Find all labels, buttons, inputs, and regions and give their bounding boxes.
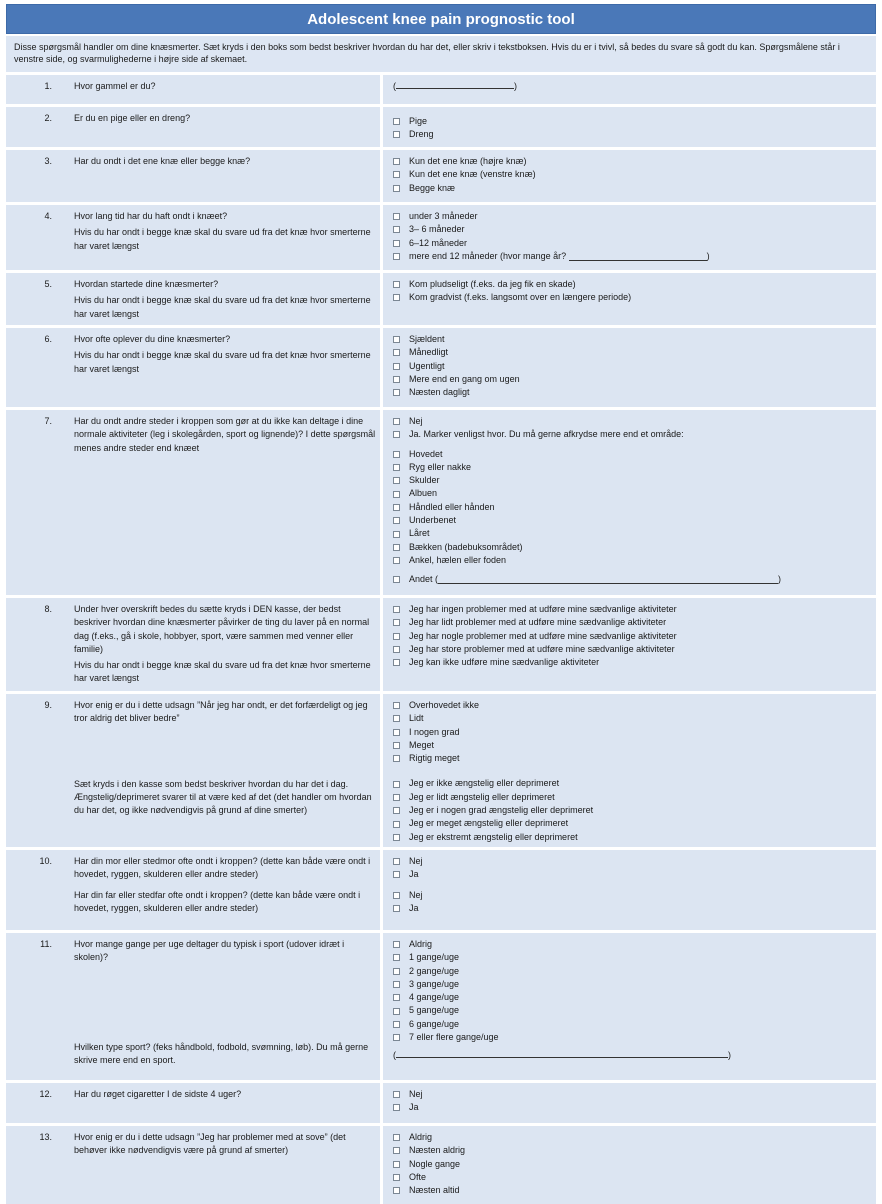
question-note: Hvis du har ondt i begge knæ skal du svare ud fra det knæ hvor smerterne har varet længst <box>74 227 371 251</box>
sport-field[interactable]: ( ) <box>393 1050 731 1061</box>
option[interactable]: Dreng <box>393 128 870 141</box>
question-text: Har du ondt i det ene knæ eller begge knæ? <box>74 156 251 166</box>
checkbox[interactable] <box>393 240 400 247</box>
checkbox[interactable] <box>393 994 400 1001</box>
option[interactable]: under 3 måneder <box>393 210 870 223</box>
option[interactable]: Jeg er i nogen grad ængstelig eller deprimeret <box>393 804 870 817</box>
form-instructions: Disse spørgsmål handler om dine knæsmerter. Sæt kryds i den boks som bedst beskriver hvordan du har det, eller skriv i tekstboksen. Hvis du er i tvivl, så bedes du svare så godt du kan. Spørgsmålene står i venstre side, og svarmulighederne i højre side af skemaet. <box>6 36 876 72</box>
other-field[interactable] <box>438 575 778 584</box>
checkbox[interactable] <box>393 781 400 788</box>
checkbox[interactable] <box>393 185 400 192</box>
question-number: 4. <box>44 211 52 221</box>
question-note: Hvis du har ondt i begge knæ skal du svare ud fra det knæ hvor smerterne har varet længst <box>74 295 371 319</box>
question-text: Hvor gammel er du? <box>74 81 156 91</box>
option[interactable]: Rigtig meget <box>393 752 870 765</box>
checkbox[interactable] <box>393 794 400 801</box>
option[interactable]: Meget <box>393 739 870 752</box>
question-10 <box>6 850 876 930</box>
option[interactable]: Jeg er ekstremt ængstelig eller deprimeret <box>393 831 870 844</box>
checkbox[interactable] <box>393 451 400 458</box>
checkbox[interactable] <box>393 131 400 138</box>
checkbox[interactable] <box>393 253 400 260</box>
age-field[interactable]: ( ) <box>393 81 517 91</box>
option[interactable]: Nej <box>393 1088 870 1101</box>
checkbox[interactable] <box>393 213 400 220</box>
checkbox[interactable] <box>393 834 400 841</box>
option[interactable]: 6 gange/uge <box>393 1018 870 1031</box>
option[interactable]: Hovedet <box>393 448 870 461</box>
checkbox[interactable] <box>393 954 400 961</box>
checkbox[interactable] <box>393 349 400 356</box>
checkbox[interactable] <box>393 659 400 666</box>
option[interactable]: Ugentligt <box>393 360 870 373</box>
checkbox[interactable] <box>393 619 400 626</box>
option[interactable]: Ofte <box>393 1171 870 1184</box>
question-number: 3. <box>44 156 52 166</box>
question-text: Har du røget cigaretter I de sidste 4 uger? <box>74 1089 242 1099</box>
question-text: Hvordan startede dine knæsmerter? <box>74 279 219 289</box>
question-number: 10. <box>39 856 52 866</box>
option[interactable]: Underbenet <box>393 514 870 527</box>
checkbox[interactable] <box>393 1104 400 1111</box>
checkbox[interactable] <box>393 1034 400 1041</box>
checkbox[interactable] <box>393 557 400 564</box>
question-text-2: Hvilken type sport? (feks håndbold, fodbold, svømning, løb). Du må gerne skrive mere end en sport. <box>74 1041 369 1065</box>
checkbox[interactable] <box>393 742 400 749</box>
checkbox[interactable] <box>393 858 400 865</box>
question-number: 1. <box>44 81 52 91</box>
option[interactable]: Nej <box>393 415 870 428</box>
question-text-2: Har din far eller stedfar ofte ondt i kroppen? (dette kan både være ondt i hovedet, ryggen, skulderen eller andre steder) <box>74 889 361 913</box>
form-title: Adolescent knee pain prognostic tool <box>6 4 876 34</box>
option[interactable]: Begge knæ <box>393 182 870 195</box>
checkbox[interactable] <box>393 1134 400 1141</box>
question-11 <box>6 933 876 1080</box>
option[interactable]: Nej <box>393 889 870 902</box>
option[interactable]: Kom gradvist (f.eks. langsomt over en længere periode) <box>393 291 870 304</box>
question-note: Hvis du har ondt i begge knæ skal du svare ud fra det knæ hvor smerterne har varet længst <box>74 660 371 684</box>
question-number: 12. <box>39 1089 52 1099</box>
question-5 <box>6 273 876 325</box>
checkbox[interactable] <box>393 968 400 975</box>
checkbox[interactable] <box>393 1091 400 1098</box>
checkbox[interactable] <box>393 729 400 736</box>
option[interactable]: 1 gange/uge <box>393 951 870 964</box>
option[interactable]: 6–12 måneder <box>393 237 870 250</box>
question-2 <box>6 107 876 147</box>
option[interactable]: Aldrig <box>393 938 870 951</box>
option[interactable]: Ja. Marker venligst hvor. Du må gerne afkrydse mere end et område: <box>393 428 870 441</box>
checkbox[interactable] <box>393 294 400 301</box>
question-6 <box>6 328 876 407</box>
question-text: Under hver overskrift bedes du sætte kryds i DEN kasse, der bedst beskriver hvordan dine knæsmerter påvirker de ting du laver på en normal dag (f.eks., gå i skole, hobbyer, sport, være sammen med venner eller familie) <box>74 604 370 654</box>
checkbox[interactable] <box>393 646 400 653</box>
checkbox[interactable] <box>393 376 400 383</box>
question-number: 6. <box>44 334 52 344</box>
checkbox[interactable] <box>393 431 400 438</box>
checkbox[interactable] <box>393 491 400 498</box>
checkbox[interactable] <box>393 576 400 583</box>
checkbox[interactable] <box>393 504 400 511</box>
option[interactable]: Ryg eller nakke <box>393 461 870 474</box>
checkbox[interactable] <box>393 702 400 709</box>
question-3 <box>6 150 876 202</box>
question-8 <box>6 598 876 691</box>
checkbox[interactable] <box>393 1187 400 1194</box>
questionnaire <box>6 4 876 1204</box>
checkbox[interactable] <box>393 517 400 524</box>
checkbox[interactable] <box>393 158 400 165</box>
option[interactable]: Kom pludseligt (f.eks. da jeg fik en skade) <box>393 278 870 291</box>
option[interactable]: Månedligt <box>393 346 870 359</box>
checkbox[interactable] <box>393 118 400 125</box>
checkbox[interactable] <box>393 281 400 288</box>
option[interactable]: Ankel, hælen eller foden <box>393 554 870 567</box>
option-other[interactable]: Andet ( ) <box>393 573 870 586</box>
question-text: Har din mor eller stedmor ofte ondt i kroppen? (dette kan både være ondt i hovedet, ryggen, skulderen eller andre steder) <box>74 856 371 880</box>
option[interactable]: Pige <box>393 115 870 128</box>
option[interactable]: Jeg er ikke ængstelig eller deprimeret <box>393 777 870 790</box>
checkbox[interactable] <box>393 905 400 912</box>
question-number: 7. <box>44 416 52 426</box>
checkbox[interactable] <box>393 941 400 948</box>
option[interactable]: Jeg er meget ængstelig eller deprimeret <box>393 817 870 830</box>
question-number: 11. <box>40 939 52 949</box>
option[interactable]: Jeg har ingen problemer med at udføre mine sædvanlige aktiviteter <box>393 603 870 616</box>
checkbox[interactable] <box>393 755 400 762</box>
checkbox[interactable] <box>393 1147 400 1154</box>
question-number: 2. <box>44 113 52 123</box>
option[interactable]: Næsten altid <box>393 1184 870 1197</box>
checkbox[interactable] <box>393 871 400 878</box>
question-9 <box>6 694 876 847</box>
question-12 <box>6 1083 876 1123</box>
question-text: Hvor enig er du i dette udsagn ”Jeg har problemer med at sove” (det behøver ikke nødvendigvis være på grund af smerter) <box>74 1132 346 1156</box>
checkbox[interactable] <box>393 171 400 178</box>
checkbox[interactable] <box>393 389 400 396</box>
question-text: Hvor mange gange per uge deltager du typisk i sport (udover idræt i skolen)? <box>74 939 345 963</box>
checkbox[interactable] <box>393 336 400 343</box>
question-note: Hvis du har ondt i begge knæ skal du svare ud fra det knæ hvor smerterne har varet længst <box>74 350 371 374</box>
checkbox[interactable] <box>393 226 400 233</box>
option[interactable]: Håndled eller hånden <box>393 501 870 514</box>
checkbox[interactable] <box>393 606 400 613</box>
years-field[interactable] <box>569 252 707 261</box>
question-4 <box>6 205 876 270</box>
option[interactable]: Nej <box>393 855 870 868</box>
option[interactable]: Jeg har store problemer med at udføre mine sædvanlige aktiviteter <box>393 643 870 656</box>
option[interactable]: Aldrig <box>393 1131 870 1144</box>
option[interactable]: Bækken (badebuksområdet) <box>393 541 870 554</box>
question-text: Hvor lang tid har du haft ondt i knæet? <box>74 211 228 221</box>
question-text: Hvor enig er du i dette udsagn ”Når jeg har ondt, er det forfærdeligt og jeg tror aldrig det bliver bedre” <box>74 700 368 724</box>
option[interactable]: Nogle gange <box>393 1158 870 1171</box>
checkbox[interactable] <box>393 633 400 640</box>
question-text: Har du ondt andre steder i kroppen som gør at du ikke kan deltage i dine normale aktiviteter (leg i skolegården, sport og lignende)? I dette spørgsmål menes andre steder end knæet <box>74 416 376 453</box>
option[interactable]: Jeg har lidt problemer med at udføre mine sædvanlige aktiviteter <box>393 616 870 629</box>
checkbox[interactable] <box>393 464 400 471</box>
option[interactable]: Albuen <box>393 487 870 500</box>
checkbox[interactable] <box>393 418 400 425</box>
question-number: 9. <box>44 700 52 710</box>
option[interactable]: Kun det ene knæ (højre knæ) <box>393 155 870 168</box>
checkbox[interactable] <box>393 981 400 988</box>
checkbox[interactable] <box>393 1174 400 1181</box>
checkbox[interactable] <box>393 477 400 484</box>
question-13 <box>6 1126 876 1204</box>
option[interactable]: 7 eller flere gange/uge <box>393 1031 870 1044</box>
option[interactable]: Næsten dagligt <box>393 386 870 399</box>
option[interactable]: Overhovedet ikke <box>393 699 870 712</box>
checkbox[interactable] <box>393 1021 400 1028</box>
option[interactable]: Lidt <box>393 712 870 725</box>
option[interactable]: Kun det ene knæ (venstre knæ) <box>393 168 870 181</box>
question-number: 8. <box>44 604 52 614</box>
checkbox[interactable] <box>393 807 400 814</box>
question-text: Er du en pige eller en dreng? <box>74 113 191 123</box>
checkbox[interactable] <box>393 892 400 899</box>
option[interactable]: 5 gange/uge <box>393 1004 870 1017</box>
checkbox[interactable] <box>393 1161 400 1168</box>
option[interactable]: Jeg kan ikke udføre mine sædvanlige aktiviteter <box>393 656 870 669</box>
checkbox[interactable] <box>393 715 400 722</box>
checkbox[interactable] <box>393 821 400 828</box>
checkbox[interactable] <box>393 544 400 551</box>
option[interactable]: 3– 6 måneder <box>393 223 870 236</box>
option[interactable]: Skulder <box>393 474 870 487</box>
checkbox[interactable] <box>393 1008 400 1015</box>
question-7 <box>6 410 876 595</box>
option[interactable]: Låret <box>393 527 870 540</box>
option[interactable]: Næsten aldrig <box>393 1144 870 1157</box>
option[interactable]: 2 gange/uge <box>393 965 870 978</box>
option[interactable]: Ja <box>393 1101 870 1114</box>
option[interactable]: Sjældent <box>393 333 870 346</box>
option[interactable]: I nogen grad <box>393 726 870 739</box>
checkbox[interactable] <box>393 363 400 370</box>
option[interactable]: Ja <box>393 902 870 915</box>
question-number: 5. <box>44 279 52 289</box>
checkbox[interactable] <box>393 531 400 538</box>
question-1 <box>6 75 876 104</box>
option[interactable]: Mere end en gang om ugen <box>393 373 870 386</box>
option[interactable]: Jeg er lidt ængstelig eller deprimeret <box>393 791 870 804</box>
question-text: Hvor ofte oplever du dine knæsmerter? <box>74 334 231 344</box>
option[interactable]: Ja <box>393 868 870 881</box>
option[interactable]: mere end 12 måneder (hvor mange år? ) <box>393 250 870 263</box>
question-note: Sæt kryds i den kasse som bedst beskriver hvordan du har det i dag. Ængstelig/deprimeret svarer til at være ked af det (det handler om hvordan du har det, og ikke nødvendigvis på grund af dine smerter) <box>74 778 372 816</box>
option[interactable]: 3 gange/uge <box>393 978 870 991</box>
question-number: 13. <box>39 1132 52 1142</box>
option[interactable]: Jeg har nogle problemer med at udføre mine sædvanlige aktiviteter <box>393 630 870 643</box>
option[interactable]: 4 gange/uge <box>393 991 870 1004</box>
